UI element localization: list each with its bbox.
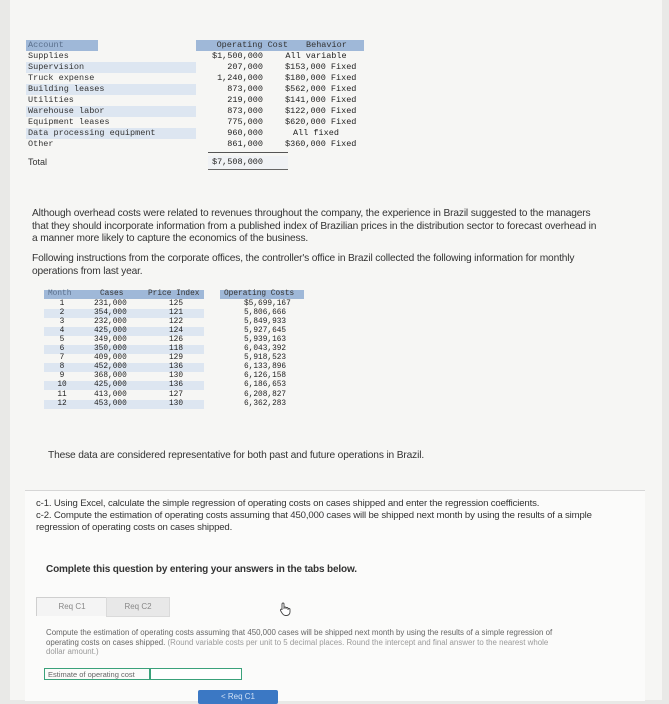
rounding-hint: (Round variable costs per unit to 5 decimal places. Round the intercept and final answer to the nearest whole dollar amount.) bbox=[46, 637, 549, 657]
price-index-cell: 130 bbox=[168, 399, 184, 408]
month-cell: 6 bbox=[59, 345, 65, 353]
prev-req-c1-button[interactable]: < Req C1 bbox=[198, 690, 278, 704]
header-behavior: Behavior bbox=[306, 40, 347, 50]
account-cell: Truck expense bbox=[28, 73, 95, 83]
price-index-cell: 136 bbox=[168, 363, 184, 372]
operating-costs-cell: 6,126,158 bbox=[244, 372, 287, 381]
cases-cell: 232,000 bbox=[94, 317, 127, 326]
table-row bbox=[26, 106, 366, 117]
operating-costs-cell: 6,362,283 bbox=[244, 399, 287, 408]
month-cell: 10 bbox=[57, 381, 67, 390]
table-row bbox=[44, 318, 304, 327]
account-cell: Other bbox=[28, 139, 54, 149]
price-index-cell: 136 bbox=[168, 381, 184, 390]
total-divider bbox=[208, 152, 288, 153]
table-row bbox=[44, 354, 304, 363]
price-index-cell: 126 bbox=[168, 335, 184, 344]
cases-cell: 413,000 bbox=[94, 390, 127, 399]
month-cell: 5 bbox=[59, 335, 65, 344]
total-label: Total bbox=[28, 157, 48, 167]
table-row bbox=[44, 309, 304, 318]
behavior-cell: $180,000 Fixed bbox=[285, 73, 357, 83]
price-index-cell: 124 bbox=[168, 326, 184, 335]
table-row bbox=[44, 300, 304, 309]
month-cell: 7 bbox=[59, 354, 65, 363]
cost-cell: 960,000 bbox=[227, 128, 263, 138]
cases-cell: 425,000 bbox=[94, 381, 127, 390]
cases-cell: 231,000 bbox=[94, 299, 127, 308]
tab-req-c2[interactable]: Req C2 bbox=[106, 597, 170, 617]
instruction-text: Compute the estimation of operating costs assuming that 450,000 cases will be shipped next month by using the results of a simple regression of operating costs on cases shipped. bbox=[46, 628, 553, 647]
header-cost: Operating Cost bbox=[216, 40, 288, 50]
question-c1: c-1. Using Excel, calculate the simple regression of operating costs on cases shipped and enter the regression coefficients. bbox=[36, 498, 540, 509]
table-row bbox=[26, 62, 366, 73]
table-header bbox=[44, 290, 304, 299]
monthly-operations-table bbox=[44, 290, 304, 428]
price-index-cell: 118 bbox=[168, 345, 184, 353]
month-cell: 1 bbox=[59, 299, 65, 308]
operating-costs-cell: 5,849,933 bbox=[244, 317, 287, 326]
table-row bbox=[26, 95, 366, 106]
account-cell: Building leases bbox=[28, 84, 105, 94]
table-row bbox=[44, 372, 304, 381]
price-index-cell: 122 bbox=[168, 317, 184, 326]
table-row bbox=[44, 381, 304, 390]
behavior-cell: $122,000 Fixed bbox=[285, 106, 357, 116]
operating-costs-cell: 5,918,523 bbox=[244, 354, 287, 363]
account-cell: Data processing equipment bbox=[28, 128, 156, 138]
account-cell: Supplies bbox=[28, 51, 69, 61]
cost-cell: 861,000 bbox=[227, 139, 263, 149]
operating-costs-cell: $5,699,167 bbox=[244, 299, 291, 308]
mouse-cursor-icon bbox=[279, 601, 293, 617]
requirement-tabs bbox=[36, 597, 636, 621]
table-row bbox=[44, 363, 304, 372]
cost-cell: 775,000 bbox=[227, 117, 263, 127]
cost-cell: 873,000 bbox=[227, 106, 263, 116]
table-row bbox=[44, 345, 304, 354]
operating-costs-cell: 6,208,827 bbox=[244, 390, 287, 399]
cases-cell: 354,000 bbox=[94, 308, 127, 317]
price-index-cell: 127 bbox=[168, 390, 184, 399]
behavior-cell: All fixed bbox=[293, 128, 339, 138]
price-index-cell: 129 bbox=[168, 354, 184, 363]
account-cell: Supervision bbox=[28, 62, 85, 72]
cost-cell: 207,000 bbox=[227, 62, 263, 72]
account-cell: Equipment leases bbox=[28, 117, 110, 127]
cases-cell: 350,000 bbox=[94, 345, 127, 353]
cost-cell: 873,000 bbox=[227, 84, 263, 94]
month-cell: 3 bbox=[59, 317, 65, 326]
behavior-cell: $153,000 Fixed bbox=[285, 62, 357, 72]
table-row bbox=[44, 391, 304, 400]
question-c2: c-2. Compute the estimation of operating costs assuming that 450,000 cases will be shipped next month by using the results of a simple regression of operating costs on cases shipped. bbox=[36, 510, 592, 533]
cases-cell: 409,000 bbox=[94, 354, 127, 363]
operating-costs-cell: 5,939,163 bbox=[244, 335, 287, 344]
account-cell: Warehouse labor bbox=[28, 106, 105, 116]
month-cell: 11 bbox=[57, 390, 67, 399]
behavior-cell: All variable bbox=[285, 51, 347, 61]
header-cases: Cases bbox=[100, 290, 124, 298]
operating-costs-cell: 6,186,653 bbox=[244, 381, 287, 390]
representative-note: These data are considered representative for both past and future operations in Brazil. bbox=[48, 450, 425, 461]
cases-cell: 349,000 bbox=[94, 335, 127, 344]
total-row bbox=[26, 157, 366, 168]
tab-req-c1[interactable]: Req C1 bbox=[36, 597, 108, 616]
month-cell: 12 bbox=[57, 399, 67, 408]
month-cell: 8 bbox=[59, 363, 65, 372]
cases-cell: 453,000 bbox=[94, 399, 127, 408]
header-price-index: Price Index bbox=[148, 290, 200, 298]
estimate-input[interactable] bbox=[150, 668, 242, 680]
cases-cell: 368,000 bbox=[94, 372, 127, 381]
total-cost: $7,508,000 bbox=[211, 157, 263, 167]
price-index-cell: 121 bbox=[168, 308, 184, 317]
table-row bbox=[26, 139, 366, 150]
operating-costs-cell: 5,927,645 bbox=[244, 326, 287, 335]
header-operating-costs: Operating Costs bbox=[224, 290, 295, 298]
table-row bbox=[44, 327, 304, 336]
cases-cell: 425,000 bbox=[94, 326, 127, 335]
behavior-cell: $360,000 Fixed bbox=[285, 139, 357, 149]
req-c2-instruction bbox=[46, 628, 566, 657]
operating-costs-cell: 5,806,666 bbox=[244, 308, 287, 317]
table-row bbox=[44, 336, 304, 345]
estimate-label: Estimate of operating cost bbox=[44, 668, 150, 680]
behavior-cell: $141,000 Fixed bbox=[285, 95, 357, 105]
table-header bbox=[26, 40, 366, 51]
intro-paragraph: Although overhead costs were related to revenues throughout the company, the experience in Brazil suggested to the managers that they should incorporate information from a published index of Brazilian prices in the distribution sector to forecast overhead in a manner more likely to capture the economics of the business. bbox=[32, 208, 597, 244]
table-row bbox=[26, 84, 366, 95]
table-row bbox=[44, 400, 304, 409]
cases-cell: 452,000 bbox=[94, 363, 127, 372]
operating-costs-cell: 6,043,392 bbox=[244, 345, 287, 353]
table-row bbox=[26, 51, 366, 62]
table-row bbox=[26, 117, 366, 128]
header-account: Account bbox=[28, 40, 64, 50]
price-index-cell: 125 bbox=[168, 299, 184, 308]
instructions-paragraph: Following instructions from the corporate offices, the controller's office in Brazil collected the following information for monthly operations from last year. bbox=[32, 253, 575, 277]
price-index-cell: 130 bbox=[168, 372, 184, 381]
operating-costs-cell: 6,133,896 bbox=[244, 363, 287, 372]
table-row bbox=[26, 73, 366, 84]
cost-cell: 219,000 bbox=[227, 95, 263, 105]
operating-cost-table bbox=[26, 40, 366, 172]
table-row bbox=[26, 128, 366, 139]
cost-cell: $1,500,000 bbox=[211, 51, 263, 61]
account-cell: Utilities bbox=[28, 95, 74, 105]
month-cell: 4 bbox=[59, 326, 65, 335]
month-cell: 9 bbox=[59, 372, 65, 381]
behavior-cell: $620,000 Fixed bbox=[285, 117, 357, 127]
complete-instruction: Complete this question by entering your answers in the tabs below. bbox=[46, 564, 357, 575]
cost-cell: 1,240,000 bbox=[217, 73, 263, 83]
header-month: Month bbox=[48, 290, 72, 298]
month-cell: 2 bbox=[59, 308, 65, 317]
behavior-cell: $562,000 Fixed bbox=[285, 84, 357, 94]
